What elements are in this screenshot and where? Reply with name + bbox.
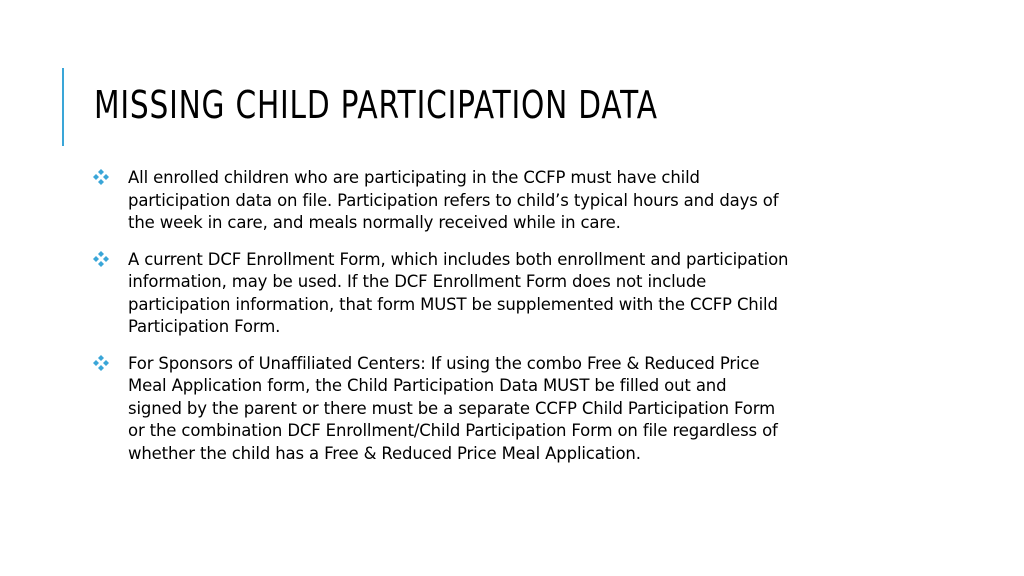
bullet-item — [92, 167, 892, 235]
bullet-text: A current DCF Enrollment Form, which includes both enrollment and participation information, may be used. If the DCF Enrollment Form does not include participation information, that form MUST be supplemented with the CCFP Child Participation Form. — [128, 249, 789, 336]
title-accent-bar — [62, 68, 64, 146]
diamond-bullet-icon — [92, 250, 110, 268]
bullet-item — [92, 249, 892, 339]
bullet-item — [92, 353, 892, 466]
slide-title: MISSING CHILD PARTICIPATION DATA — [94, 83, 658, 127]
diamond-bullet-icon — [92, 168, 110, 186]
bullet-text: For Sponsors of Unaffiliated Centers: If using the combo Free & Reduced Price Meal Application form, the Child Participation Data MUST be filled out and signed by the parent or there must be a separate CCFP Child Participation Form or the combination DCF Enrollment/Child Participation Form on file regardless of whether the child has a Free & Reduced Price Meal Application. — [128, 353, 778, 463]
diamond-bullet-icon — [92, 354, 110, 372]
bullet-list — [92, 167, 892, 479]
bullet-text: All enrolled children who are participating in the CCFP must have child participation data on file. Participation refers to child’s typical hours and days of the week in care, and meals normally received while in care. — [128, 168, 779, 232]
